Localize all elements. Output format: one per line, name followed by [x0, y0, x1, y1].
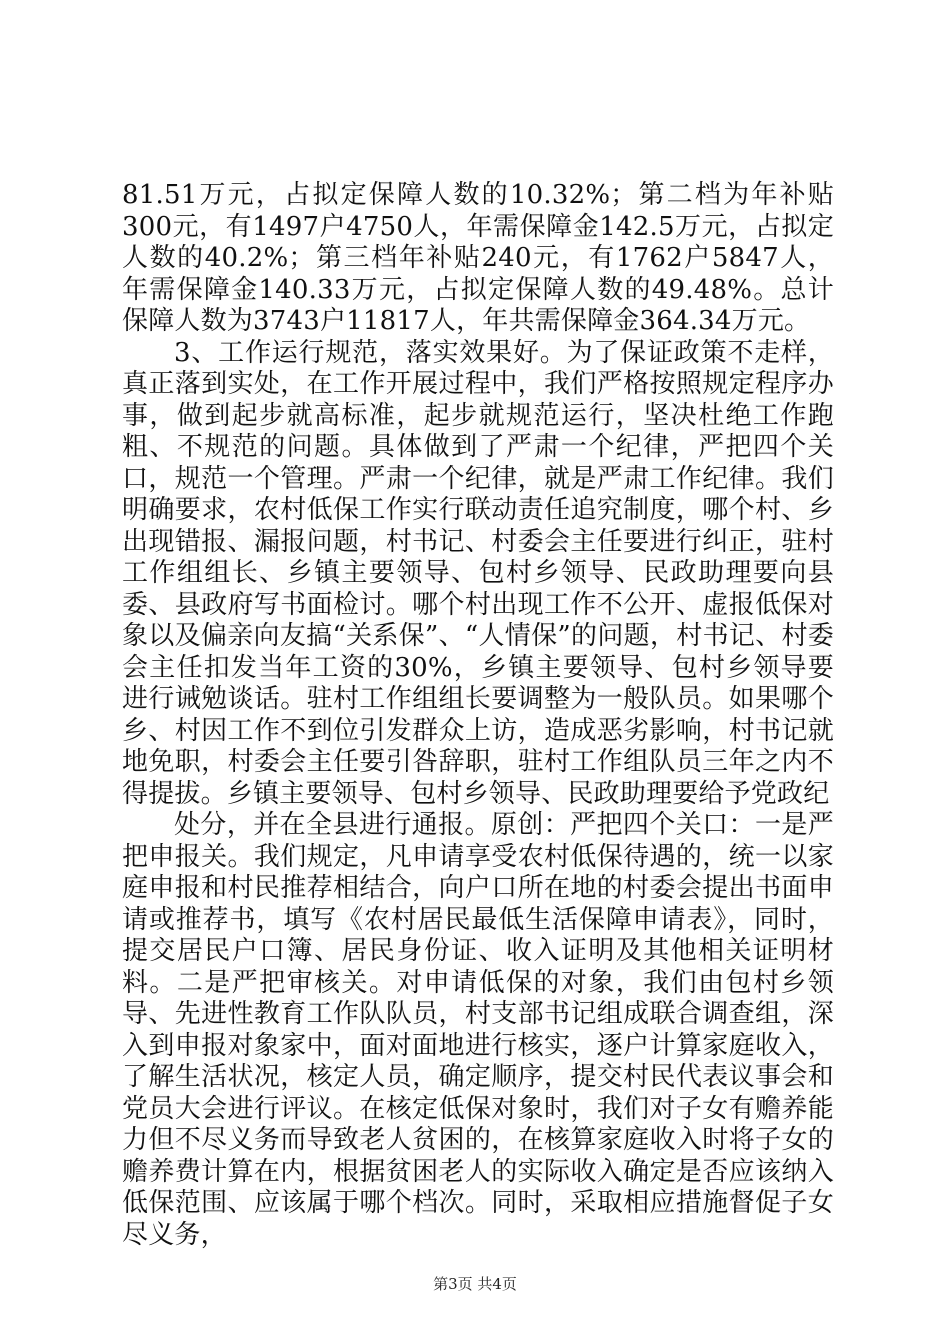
paragraph-continuation: 81.51万元，占拟定保障人数的10.32%；第二档为年补贴300元，有1497户4750人，年需保障金142.5万元，占拟定人数的40.2%；第三档年补贴240元，有1762户5847人，年需保障金140.33万元，占拟定保障人数的49.48%。总计保障人数为3743户11817人，年共需保障金364.34万元。	[122, 180, 834, 336]
document-body	[122, 180, 834, 1251]
page-number-footer: 第3页 共4页	[433, 1275, 517, 1293]
paragraph-four-checkpoints: 处分，并在全县进行通报。原创：严把四个关口：一是严把申报关。我们规定，凡申请享受农村低保待遇的，统一以家庭申报和村民推荐相结合，向户口所在地的村委会提出书面申请或推荐书，填写《农村居民最低生活保障申请表》，同时，提交居民户口簿、居民身份证、收入证明及其他相关证明材料。二是严把审核关。对申请低保的对象，我们由包村乡领导、先进性教育工作队队员，村支部书记组成联合调查组，深入到申报对象家中，面对面地进行核实，逐户计算家庭收入，了解生活状况，核定人员，确定顺序，提交村民代表议事会和党员大会进行评议。在核定低保对象时，我们对子女有赡养能力但不尽义务而导致老人贫困的，在核算家庭收入时将子女的赡养费计算在内，根据贫困老人的实际收入确定是否应该纳入低保范围、应该属于哪个档次。同时，采取相应措施督促子女尽义务，	[122, 810, 834, 1250]
paragraph-work-standards: 3、工作运行规范，落实效果好。为了保证政策不走样，真正落到实处，在工作开展过程中，我们严格按照规定程序办事，做到起步就高标准，起步就规范运行，坚决杜绝工作跑粗、不规范的问题。具体做到了严肃一个纪律，严把四个关口，规范一个管理。严肃一个纪律，就是严肃工作纪律。我们明确要求，农村低保工作实行联动责任追究制度，哪个村、乡出现错报、漏报问题，村书记、村委会主任要进行纠正，驻村工作组组长、乡镇主要领导、包村乡领导、民政助理要向县委、县政府写书面检讨。哪个村出现工作不公开、虚报低保对象以及偏亲向友搞“关系保”、“人情保”的问题，村书记、村委会主任扣发当年工资的30%，乡镇主要领导、包村乡领导要进行诫勉谈话。驻村工作组组长要调整为一般队员。如果哪个乡、村因工作不到位引发群众上访，造成恶劣影响，村书记就地免职，村委会主任要引咎辞职，驻村工作组队员三年之内不得提拔。乡镇主要领导、包村乡领导、民政助理要给予党政纪	[122, 337, 834, 809]
